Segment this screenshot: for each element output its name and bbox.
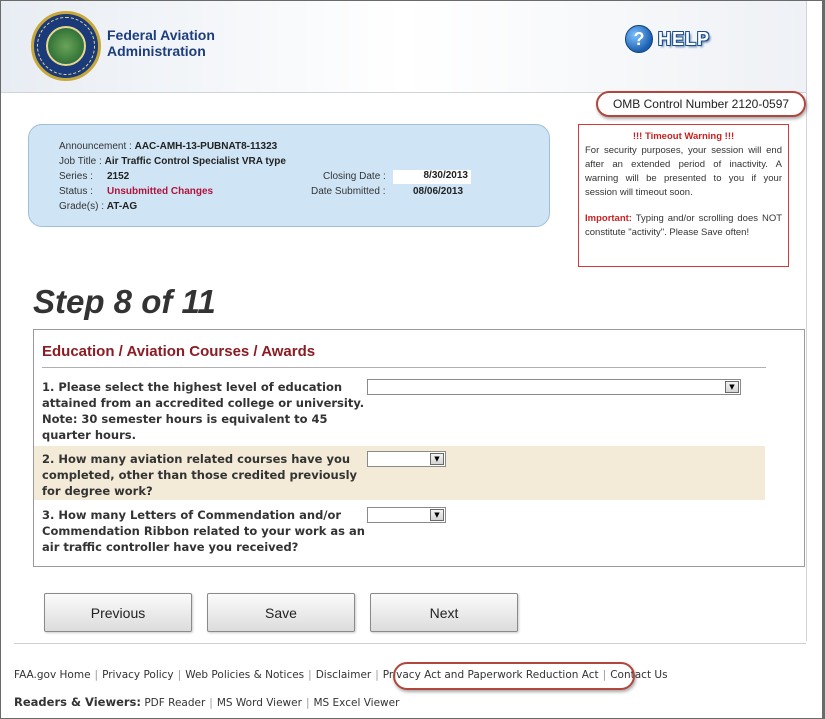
education-level-select[interactable] — [367, 379, 741, 395]
timeout-body: For security purposes, your session will end after an extended period of inactivity. A warning will be presented to you if your session will timeout soon. — [585, 145, 782, 198]
aviation-courses-select[interactable] — [367, 451, 446, 467]
footer-link-disclaimer[interactable]: Disclaimer — [315, 669, 372, 681]
help-button[interactable] — [625, 25, 710, 53]
next-button[interactable]: Next — [370, 593, 518, 632]
series-value: 2152 — [107, 171, 130, 182]
job-info-panel — [28, 124, 550, 227]
omb-control-number: OMB Control Number 2120-0597 — [596, 91, 806, 117]
reader-link-word[interactable]: MS Word Viewer — [216, 697, 302, 709]
job-title-label: Job Title : — [59, 156, 102, 167]
reader-link-pdf[interactable]: PDF Reader — [144, 697, 206, 709]
previous-button[interactable]: Previous — [44, 593, 192, 632]
page-header — [1, 1, 807, 93]
chevron-down-icon[interactable]: ▼ — [430, 453, 444, 465]
footer-separator: | — [305, 697, 310, 709]
save-button[interactable]: Save — [207, 593, 355, 632]
commendations-select[interactable] — [367, 507, 446, 523]
question-3-text: 3. How many Letters of Commendation and/or Commendation Ribbon related to your work as an air traffic controller have you received? — [42, 508, 365, 554]
grade-label: Grade(s) : — [59, 201, 105, 212]
series-label: Series : — [59, 171, 93, 182]
question-1-text: 1. Please select the highest level of education attained from an accredited college or university. Note: 30 semester hours is equivalent to 45 quarter hours. — [42, 380, 365, 442]
footer-separator: | — [209, 697, 213, 709]
footer-separator: | — [602, 669, 607, 681]
footer-link-faa-home[interactable]: FAA.gov Home — [14, 669, 91, 681]
agency-name[interactable] — [107, 27, 215, 59]
closing-date-value: 8/30/2013 — [393, 170, 471, 184]
announcement-label: Announcement : — [59, 141, 132, 152]
footer-separator: | — [375, 669, 379, 681]
timeout-warning — [578, 124, 789, 267]
chevron-down-icon[interactable]: ▼ — [725, 381, 739, 393]
agency-line-1: Federal Aviation — [107, 27, 215, 43]
important-label: Important: — [585, 213, 632, 224]
grade-value: AT-AG — [106, 201, 138, 212]
education-form — [33, 329, 805, 567]
readers-label: Readers & Viewers: — [14, 695, 141, 709]
status-value: Unsubmitted Changes — [107, 186, 214, 197]
footer-separator: | — [94, 669, 99, 681]
status-label: Status : — [59, 186, 93, 197]
seal-globe — [46, 26, 86, 66]
footer-link-web-policies[interactable]: Web Policies & Notices — [185, 669, 305, 681]
footer-separator: | — [177, 669, 182, 681]
faa-seal-icon[interactable] — [31, 11, 101, 81]
question-mark-icon: ? — [625, 25, 653, 53]
side-divider — [806, 1, 807, 641]
reader-link-excel[interactable]: MS Excel Viewer — [313, 697, 400, 709]
chevron-down-icon[interactable]: ▼ — [430, 509, 444, 521]
footer-divider — [14, 643, 806, 644]
footer-link-privacy-policy[interactable]: Privacy Policy — [102, 669, 174, 681]
important-body: Typing and/or scrolling does NOT constitute "activity". Please Save often! — [585, 213, 783, 238]
job-title-value: Air Traffic Control Specialist VRA type — [104, 156, 286, 167]
question-2-text: 2. How many aviation related courses have you completed, other than those credited previously for degree work? — [42, 452, 358, 498]
footer-link-contact-us[interactable]: Contact Us — [610, 669, 668, 681]
date-submitted-value: 08/06/2013 — [413, 186, 464, 197]
help-label: HELP — [658, 28, 711, 49]
privacy-act-highlight — [393, 662, 635, 690]
timeout-title: !!! Timeout Warning !!! — [632, 131, 735, 142]
footer-separator: | — [308, 669, 312, 681]
agency-line-2: Administration — [107, 43, 206, 59]
announcement-value: AAC-AMH-13-PUBNAT8-11323 — [134, 141, 278, 152]
readers-viewers — [14, 695, 399, 709]
closing-date-label: Closing Date : — [323, 171, 386, 182]
form-title: Education / Aviation Courses / Awards — [42, 343, 316, 360]
date-submitted-label: Date Submitted : — [311, 186, 386, 197]
form-title-divider — [42, 367, 766, 368]
step-indicator: Step 8 of 11 — [33, 283, 216, 320]
footer-link-privacy-act[interactable]: Privacy Act and Paperwork Reduction Act — [382, 669, 599, 681]
